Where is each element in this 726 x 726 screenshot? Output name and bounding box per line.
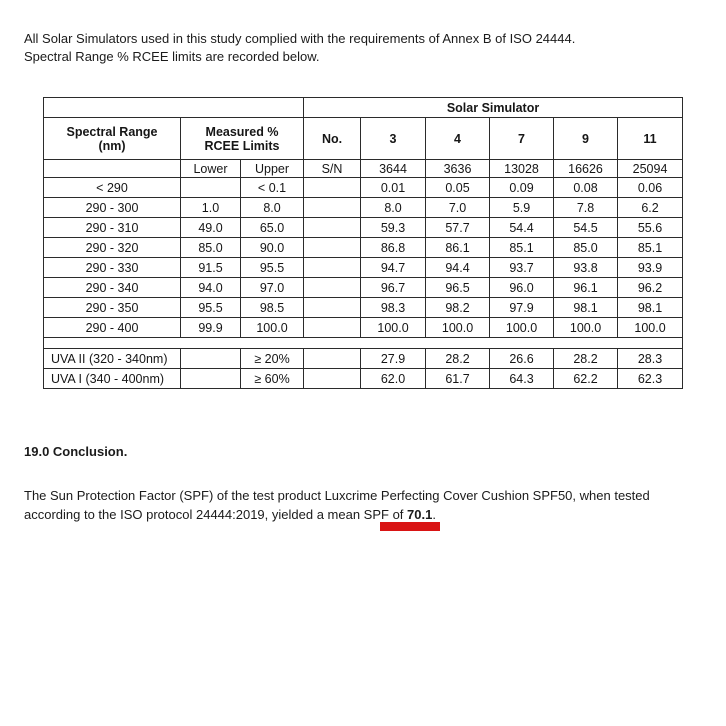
header-row-solar: [44, 98, 683, 118]
cell-value: 54.4: [490, 218, 554, 238]
simulator-id-header: 7: [490, 118, 554, 160]
cell-value: 98.2: [426, 298, 490, 318]
conclusion-text-before: The Sun Protection Factor (SPF) of the test product Luxcrime Perfecting Cover Cushion SPF50, when tested according to the ISO protocol 24444:2019, yielded a mean SPF of: [24, 488, 650, 522]
cell-value: 0.09: [490, 178, 554, 198]
intro-line-2: Spectral Range % RCEE limits are recorded below.: [24, 49, 320, 64]
cell-lower: [181, 369, 241, 389]
conclusion-heading: 19.0 Conclusion.: [24, 444, 128, 459]
cell-value: 100.0: [490, 318, 554, 338]
cell-value: 59.3: [361, 218, 426, 238]
cell-lower: 91.5: [181, 258, 241, 278]
cell-range: 290 - 340: [44, 278, 181, 298]
cell-uva-label: UVA I (340 - 400nm): [44, 369, 181, 389]
cell-lower: 99.9: [181, 318, 241, 338]
cell-value: 27.9: [361, 349, 426, 369]
serial-number: 13028: [490, 160, 554, 178]
cell-limit: ≥ 60%: [241, 369, 304, 389]
cell-value: 85.0: [554, 238, 618, 258]
simulator-id-header: 3: [361, 118, 426, 160]
cell-lower: [181, 178, 241, 198]
cell-sn: [304, 349, 361, 369]
solar-simulator-header: Solar Simulator: [304, 98, 683, 118]
cell-range: 290 - 300: [44, 198, 181, 218]
cell-value: 28.3: [618, 349, 683, 369]
cell-sn: [304, 218, 361, 238]
cell-value: 93.7: [490, 258, 554, 278]
cell-value: 0.05: [426, 178, 490, 198]
cell-value: 0.08: [554, 178, 618, 198]
table-row: [44, 318, 683, 338]
cell-value: 62.0: [361, 369, 426, 389]
table-row: [44, 298, 683, 318]
cell-value: 0.06: [618, 178, 683, 198]
cell-upper: 100.0: [241, 318, 304, 338]
cell-lower: 49.0: [181, 218, 241, 238]
cell-value: 26.6: [490, 349, 554, 369]
cell-value: 100.0: [361, 318, 426, 338]
cell-value: 100.0: [554, 318, 618, 338]
empty-cell: [44, 160, 181, 178]
rcee-limits-table: [43, 97, 683, 389]
cell-sn: [304, 178, 361, 198]
header-row-main: [44, 118, 683, 160]
measured-rcee-header-line1: Measured %: [205, 124, 279, 139]
cell-value: 28.2: [426, 349, 490, 369]
cell-value: 57.7: [426, 218, 490, 238]
cell-value: 6.2: [618, 198, 683, 218]
cell-value: 54.5: [554, 218, 618, 238]
cell-value: 96.1: [554, 278, 618, 298]
cell-upper: 65.0: [241, 218, 304, 238]
spf-value: 70.1: [407, 507, 433, 522]
cell-value: 98.1: [618, 298, 683, 318]
cell-value: 98.1: [554, 298, 618, 318]
conclusion-paragraph: [24, 486, 704, 524]
table-row: [44, 278, 683, 298]
spectral-range-header-line1: Spectral Range: [66, 124, 158, 139]
table-row: [44, 238, 683, 258]
cell-value: 98.3: [361, 298, 426, 318]
sn-header: S/N: [304, 160, 361, 178]
cell-range: 290 - 320: [44, 238, 181, 258]
spectral-range-header: [44, 118, 181, 160]
cell-value: 93.8: [554, 258, 618, 278]
intro-line-1: All Solar Simulators used in this study complied with the requirements of Annex B of ISO 24444.: [24, 31, 576, 46]
cell-range: < 290: [44, 178, 181, 198]
cell-value: 7.0: [426, 198, 490, 218]
cell-range: 290 - 350: [44, 298, 181, 318]
cell-value: 7.8: [554, 198, 618, 218]
simulator-id-header: 9: [554, 118, 618, 160]
cell-lower: 95.5: [181, 298, 241, 318]
cell-sn: [304, 198, 361, 218]
cell-value: 62.3: [618, 369, 683, 389]
cell-uva-label: UVA II (320 - 340nm): [44, 349, 181, 369]
simulator-id-header: 11: [618, 118, 683, 160]
cell-value: 100.0: [618, 318, 683, 338]
measured-rcee-header-line2: RCEE Limits: [204, 138, 280, 153]
table-row: [44, 258, 683, 278]
conclusion-text-after: .: [432, 507, 436, 522]
cell-lower: 85.0: [181, 238, 241, 258]
cell-lower: 94.0: [181, 278, 241, 298]
cell-sn: [304, 369, 361, 389]
cell-value: 100.0: [426, 318, 490, 338]
table-row: [44, 178, 683, 198]
cell-value: 28.2: [554, 349, 618, 369]
no-header: No.: [304, 118, 361, 160]
cell-range: 290 - 330: [44, 258, 181, 278]
cell-value: 86.8: [361, 238, 426, 258]
simulator-id-header: 4: [426, 118, 490, 160]
spf-value-wrap: [407, 507, 432, 522]
cell-value: 5.9: [490, 198, 554, 218]
spacer-cell: [44, 338, 683, 349]
empty-header-cell: [44, 98, 304, 118]
measured-rcee-header: [181, 118, 304, 160]
cell-value: 62.2: [554, 369, 618, 389]
cell-range: 290 - 310: [44, 218, 181, 238]
intro-paragraph: [24, 30, 704, 66]
lower-header: Lower: [181, 160, 241, 178]
cell-value: 93.9: [618, 258, 683, 278]
cell-upper: 97.0: [241, 278, 304, 298]
header-row-sub: [44, 160, 683, 178]
cell-upper: 95.5: [241, 258, 304, 278]
cell-value: 85.1: [490, 238, 554, 258]
cell-lower: 1.0: [181, 198, 241, 218]
cell-upper: 8.0: [241, 198, 304, 218]
cell-value: 96.5: [426, 278, 490, 298]
cell-lower: [181, 349, 241, 369]
serial-number: 3644: [361, 160, 426, 178]
cell-value: 96.7: [361, 278, 426, 298]
upper-header: Upper: [241, 160, 304, 178]
cell-value: 61.7: [426, 369, 490, 389]
cell-upper: < 0.1: [241, 178, 304, 198]
cell-upper: 98.5: [241, 298, 304, 318]
cell-value: 86.1: [426, 238, 490, 258]
cell-limit: ≥ 20%: [241, 349, 304, 369]
cell-sn: [304, 318, 361, 338]
cell-value: 96.0: [490, 278, 554, 298]
cell-sn: [304, 258, 361, 278]
table-row: [44, 218, 683, 238]
cell-upper: 90.0: [241, 238, 304, 258]
cell-value: 8.0: [361, 198, 426, 218]
conclusion-section: [24, 444, 704, 524]
serial-number: 3636: [426, 160, 490, 178]
red-highlight-bar: [380, 522, 440, 531]
cell-value: 55.6: [618, 218, 683, 238]
cell-value: 64.3: [490, 369, 554, 389]
cell-value: 96.2: [618, 278, 683, 298]
cell-value: 85.1: [618, 238, 683, 258]
cell-value: 0.01: [361, 178, 426, 198]
spectral-range-header-line2: (nm): [98, 138, 126, 153]
serial-number: 25094: [618, 160, 683, 178]
uva-row: [44, 369, 683, 389]
cell-range: 290 - 400: [44, 318, 181, 338]
serial-number: 16626: [554, 160, 618, 178]
cell-sn: [304, 298, 361, 318]
cell-value: 94.4: [426, 258, 490, 278]
table-spacer-row: [44, 338, 683, 349]
uva-row: [44, 349, 683, 369]
cell-value: 94.7: [361, 258, 426, 278]
table-row: [44, 198, 683, 218]
cell-value: 97.9: [490, 298, 554, 318]
cell-sn: [304, 278, 361, 298]
cell-sn: [304, 238, 361, 258]
